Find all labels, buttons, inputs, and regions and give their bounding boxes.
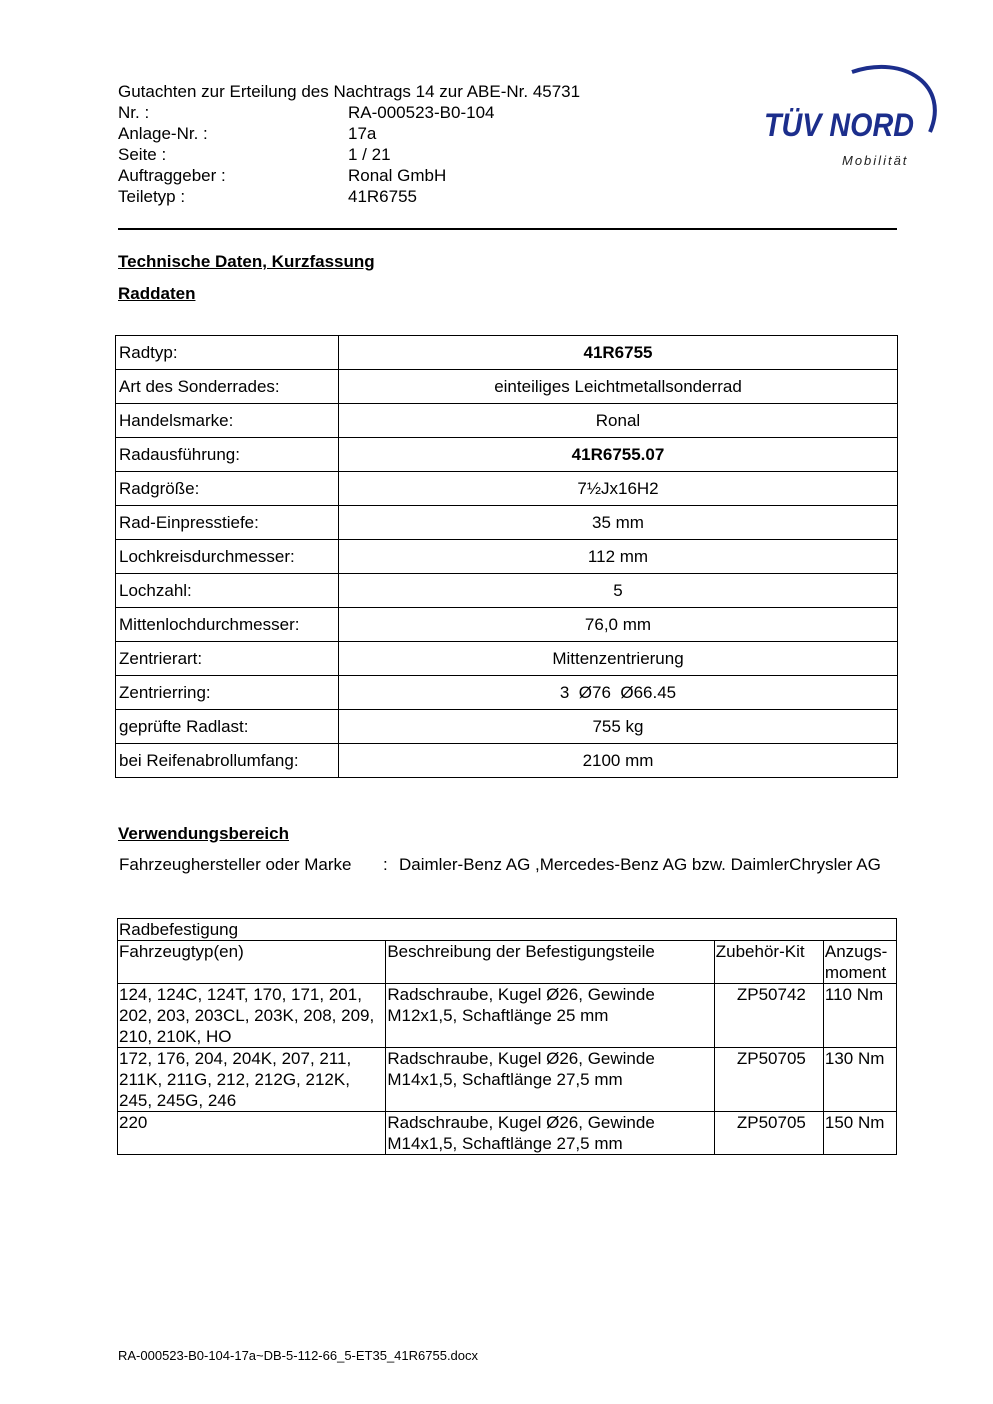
meta-label: Anlage-Nr. : [118,124,208,143]
table-row [116,540,898,574]
row-label: Handelsmarke: [116,404,339,438]
row-label: Zentrierart: [116,642,339,676]
row-value: 76,0 mm [339,608,898,642]
column-header: Fahrzeugtyp(en) [118,941,386,984]
meta-value: 17a [348,124,377,143]
table-row [116,438,898,472]
row-label: Zentrierring: [116,676,339,710]
table-row [116,472,898,506]
table-row [116,642,898,676]
row-label: Mittenlochdurchmesser: [116,608,339,642]
row-value: 755 kg [339,710,898,744]
table-row [118,984,897,1048]
meta-row-auftraggeber [118,165,580,186]
cell-fahrzeugtyp: 172, 176, 204, 204K, 207, 211, 211K, 211G, 212, 212G, 212K, 245, 245G, 246 [118,1048,386,1112]
cell-beschreibung: Radschraube, Kugel Ø26, Gewinde M14x1,5, Schaftlänge 27,5 mm [386,1048,714,1112]
raddaten-table [115,335,898,778]
cell-fahrzeugtyp: 220 [118,1112,386,1155]
meta-label: Nr. : [118,103,150,122]
section-title-verwendungsbereich: Verwendungsbereich [118,824,289,843]
hersteller-colon: : [383,855,388,874]
row-value: 3 Ø76 Ø66.45 [339,676,898,710]
row-label: Radausführung: [116,438,339,472]
meta-value: 1 / 21 [348,145,391,164]
row-label: Rad-Einpresstiefe: [116,506,339,540]
table-row [116,676,898,710]
row-value: Ronal [339,404,898,438]
table-header-row [118,941,897,984]
hersteller-value: Daimler-Benz AG ,Mercedes-Benz AG bzw. DaimlerChrysler AG [399,855,881,874]
meta-row-anlage [118,123,580,144]
hersteller-row [119,854,899,875]
table-row [116,370,898,404]
section-title-raddaten: Raddaten [118,284,196,303]
header-divider [118,228,897,230]
document-header [118,81,580,207]
meta-value: RA-000523-B0-104 [348,103,495,122]
row-label: Lochkreisdurchmesser: [116,540,339,574]
row-value: 41R6755.07 [339,438,898,472]
cell-anzugsmoment: 130 Nm [823,1048,896,1112]
meta-value: Ronal GmbH [348,166,447,185]
table-row [116,608,898,642]
meta-label: Teiletyp : [118,187,186,206]
table-title: Radbefestigung [118,919,897,941]
column-header: Zubehör-Kit [714,941,823,984]
row-label: Radtyp: [116,336,339,370]
table-row [116,336,898,370]
cell-anzugsmoment: 110 Nm [823,984,896,1048]
table-row [116,710,898,744]
row-value: 5 [339,574,898,608]
table-row [118,1112,897,1155]
cell-zubehoer-kit: ZP50705 [714,1048,823,1112]
cell-beschreibung: Radschraube, Kugel Ø26, Gewinde M14x1,5, Schaftlänge 27,5 mm [386,1112,714,1155]
row-label: Radgröße: [116,472,339,506]
meta-row-seite [118,144,580,165]
row-label: geprüfte Radlast: [116,710,339,744]
hersteller-label: Fahrzeughersteller oder Marke [119,855,352,874]
column-header: Beschreibung der Befestigungsteile [386,941,714,984]
table-row [116,404,898,438]
row-value: 112 mm [339,540,898,574]
footer-filename: RA-000523-B0-104-17a~DB-5-112-66_5-ET35_41R6755.docx [118,1348,479,1363]
row-label: Lochzahl: [116,574,339,608]
row-value: 2100 mm [339,744,898,778]
row-label: bei Reifenabrollumfang: [116,744,339,778]
row-value: 41R6755 [339,336,898,370]
cell-anzugsmoment: 150 Nm [823,1112,896,1155]
column-header: Anzugs-moment [823,941,896,984]
meta-row-teiletyp [118,186,580,207]
table-title-row [118,919,897,941]
cell-fahrzeugtyp: 124, 124C, 124T, 170, 171, 201, 202, 203, 203CL, 203K, 208, 209, 210, 210K, HO [118,984,386,1048]
table-row [116,744,898,778]
row-value: Mittenzentrierung [339,642,898,676]
document-title: Gutachten zur Erteilung des Nachtrags 14 zur ABE-Nr. 45731 [118,82,581,101]
row-value: 7½Jx16H2 [339,472,898,506]
meta-label: Auftraggeber : [118,166,226,185]
cell-zubehoer-kit: ZP50742 [714,984,823,1048]
meta-value: 41R6755 [348,187,418,206]
cell-beschreibung: Radschraube, Kugel Ø26, Gewinde M12x1,5, Schaftlänge 25 mm [386,984,714,1048]
logo-subtitle: Mobilität [842,153,909,168]
radbefestigung-table [117,918,897,1155]
row-label: Art des Sonderrades: [116,370,339,404]
meta-label: Seite : [118,145,167,164]
row-value: 35 mm [339,506,898,540]
table-row [116,506,898,540]
tuev-nord-logo [760,56,945,176]
row-value: einteiliges Leichtmetallsonderrad [339,370,898,404]
logo-brand: TÜV NORD [764,107,914,143]
meta-row-nr [118,102,580,123]
table-row [118,1048,897,1112]
table-row [116,574,898,608]
section-title-technische-daten: Technische Daten, Kurzfassung [118,252,375,271]
cell-zubehoer-kit: ZP50705 [714,1112,823,1155]
